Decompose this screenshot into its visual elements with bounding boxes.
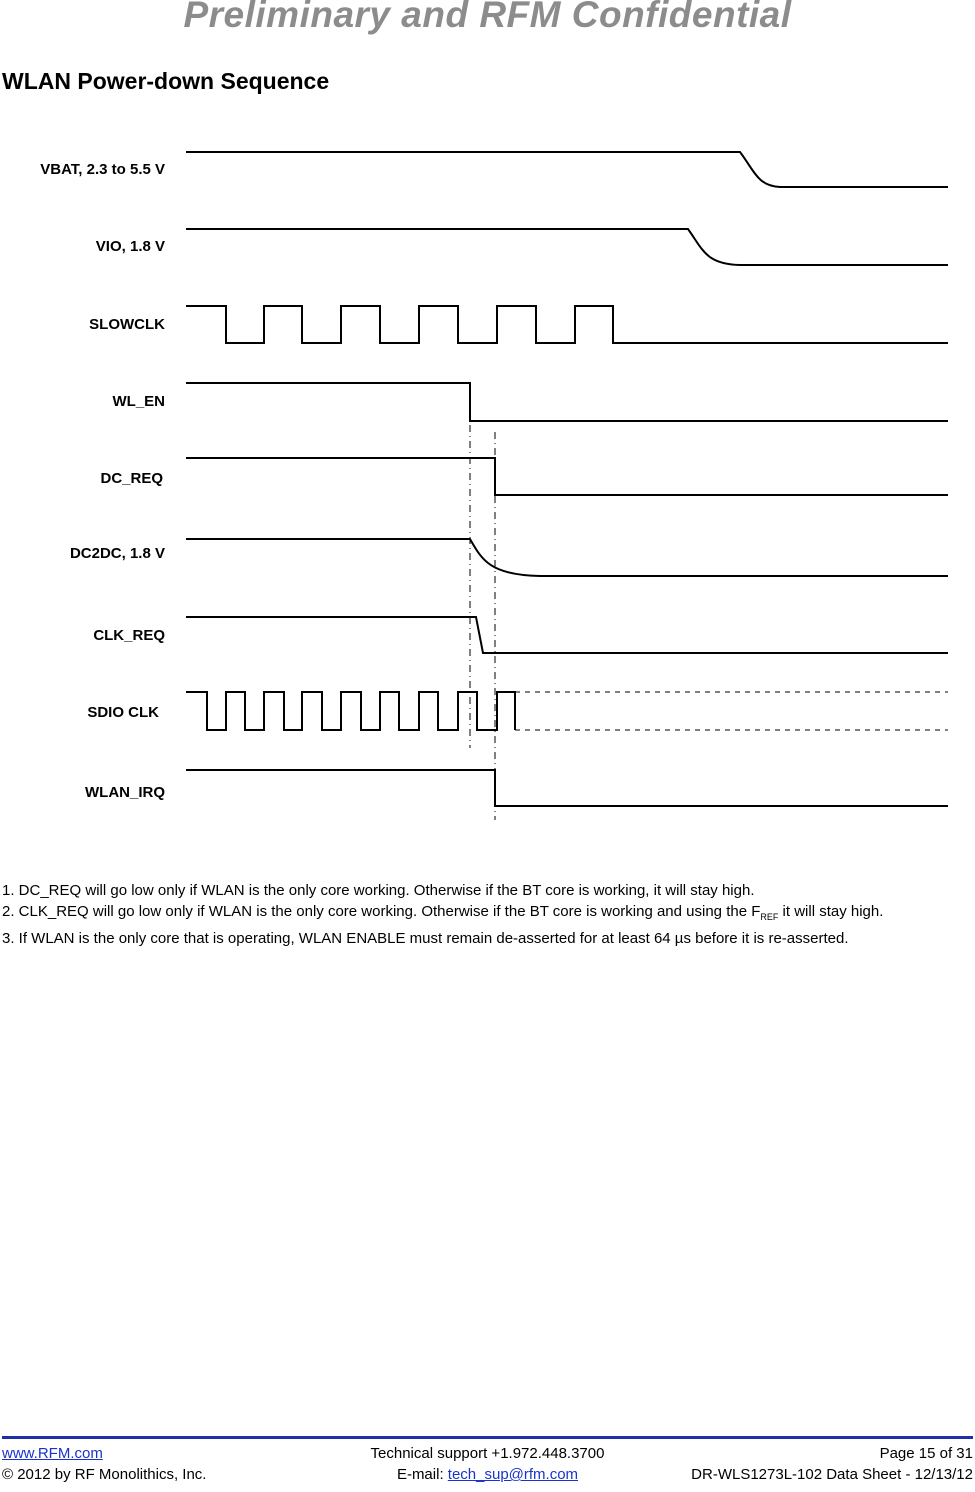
note-2: 2. CLK_REQ will go low only if WLAN is the only core working. Otherwise if the BT core is working and using the $F_{REF}$ it will stay high. xyxy=(2,903,884,922)
footer-right xyxy=(691,1443,973,1485)
waveform-clk-req xyxy=(186,617,948,653)
waveform-wlan-irq xyxy=(186,770,948,806)
waveform-dc2dc xyxy=(186,539,948,576)
signal-label-sdio-clk: SDIO CLK xyxy=(87,704,159,721)
email-link[interactable]: tech_sup@rfm.com xyxy=(447,1466,579,1483)
signal-label-dc-req: DC_REQ xyxy=(100,470,163,487)
copyright: © 2012 by RF Monolithics, Inc. xyxy=(2,1466,207,1483)
waveform-dc-req xyxy=(186,458,948,495)
signal-label-vio: VIO, 1.8 V xyxy=(95,238,165,255)
waveform-slowclk xyxy=(186,306,948,343)
waveform-vio xyxy=(186,229,948,265)
footer-rule xyxy=(2,1436,973,1439)
signal-label-dc2dc: DC2DC, 1.8 V xyxy=(69,545,165,562)
waveform-sdio-clk xyxy=(186,692,515,730)
waveform-wl-en xyxy=(186,383,948,421)
signal-label-slowclk: SLOWCLK xyxy=(89,316,165,333)
confidential-watermark: Preliminary and RFM Confidential xyxy=(183,0,792,35)
notes xyxy=(2,880,962,949)
support-phone: Technical support +1.972.448.3700 xyxy=(370,1445,605,1462)
signal-label-wlan-irq: WLAN_IRQ xyxy=(85,784,165,801)
signal-label-clk-req: CLK_REQ xyxy=(93,627,165,644)
signal-label-wl-en: WL_EN xyxy=(112,393,165,410)
waveform-vbat xyxy=(186,152,948,187)
document-id: DR-WLS1273L-102 Data Sheet - 12/13/12 xyxy=(691,1466,973,1483)
note-2-subscript: REF xyxy=(760,912,779,922)
page-number: Page 15 of 31 xyxy=(879,1445,973,1462)
timing-diagram xyxy=(0,100,975,830)
note-1: 1. DC_REQ will go low only if WLAN is the only core working. Otherwise if the BT core is working, it will stay high. xyxy=(2,882,755,899)
note-3: 3. If WLAN is the only core that is operating, WLAN ENABLE must remain de-asserted for at least 64 µs before it is re-asserted. xyxy=(2,930,849,947)
section-title: WLAN Power-down Sequence xyxy=(2,68,330,94)
website-link[interactable]: www.RFM.com xyxy=(2,1445,103,1462)
signal-label-vbat: VBAT, 2.3 to 5.5 V xyxy=(40,161,165,178)
support-email: E-mail: tech_sup@rfm.com xyxy=(396,1466,579,1483)
